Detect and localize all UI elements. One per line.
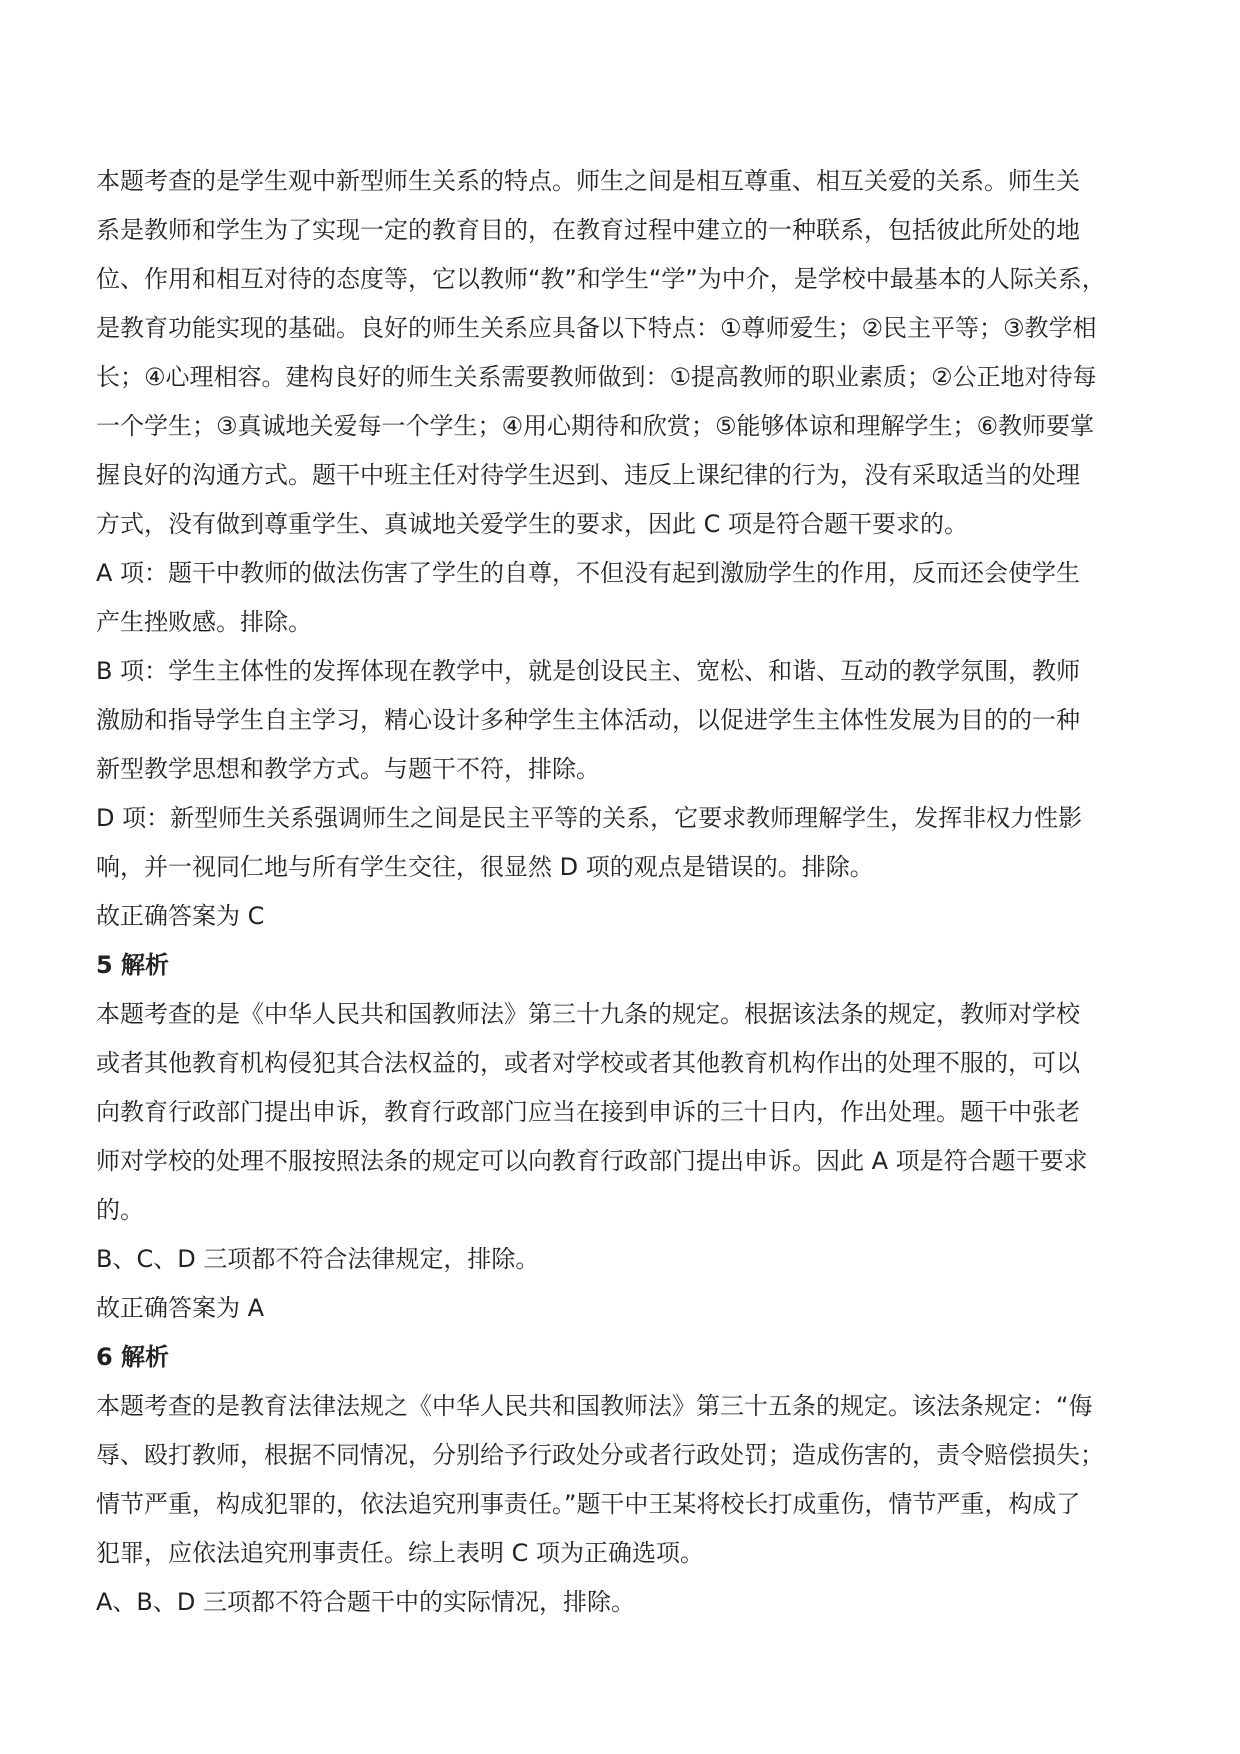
text-line: 本题考查的是学生观中新型师生关系的特点。师生之间是相互尊重、相互关爱的关系。师生关 xyxy=(96,167,1080,195)
text-line: 产生挫败感。排除。 xyxy=(96,608,312,636)
text-line: D 项：新型师生关系强调师生之间是民主平等的关系，它要求教师理解学生，发挥非权力性影 xyxy=(96,804,1083,832)
text-line: 响，并一视同仁地与所有学生交往，很显然 D 项的观点是错误的。排除。 xyxy=(96,853,874,881)
section-5-answer: 故正确答案为 A xyxy=(96,1294,265,1322)
text-line: 本题考查的是教育法律法规之《中华人民共和国教师法》第三十五条的规定。该法条规定：“侮 xyxy=(96,1392,1093,1420)
text-line: 情节严重，构成犯罪的，依法追究刑事责任。”题干中王某将校长打成重伤，情节严重，构成了 xyxy=(96,1490,1081,1518)
text-line: A 项：题干中教师的做法伤害了学生的自尊，不但没有起到激励学生的作用，反而还会使学生 xyxy=(96,559,1081,587)
section-4-analysis xyxy=(96,157,1146,549)
text-line: 长；④心理相容。建构良好的师生关系需要教师做到：①提高教师的职业素质；②公正地对待每 xyxy=(96,363,1097,391)
text-line: 一个学生；③真诚地关爱每一个学生；④用心期待和欣赏；⑤能够体谅和理解学生；⑥教师要掌 xyxy=(96,412,1095,440)
text-line: 本题考查的是《中华人民共和国教师法》第三十九条的规定。根据该法条的规定，教师对学校 xyxy=(96,1000,1080,1028)
text-line: 犯罪，应依法追究刑事责任。综上表明 C 项为正确选项。 xyxy=(96,1539,705,1567)
text-line: 位、作用和相互对待的态度等，它以教师“教”和学生“学”为中介，是学校中最基本的人际关系， xyxy=(96,265,1106,293)
section-4-option-b xyxy=(96,647,1146,794)
text-line: 方式，没有做到尊重学生、真诚地关爱学生的要求，因此 C 项是符合题干要求的。 xyxy=(96,510,969,538)
section-6-others: A、B、D 三项都不符合题干中的实际情况，排除。 xyxy=(96,1588,635,1616)
section-5-analysis xyxy=(96,990,1146,1235)
section-5-others: B、C、D 三项都不符合法律规定，排除。 xyxy=(96,1245,540,1273)
section-6-heading: 6 解析 xyxy=(96,1343,170,1371)
section-4-option-a xyxy=(96,549,1146,647)
text-line: 辱、殴打教师，根据不同情况，分别给予行政处分或者行政处罚；造成伤害的，责令赔偿损失； xyxy=(96,1441,1104,1469)
text-line: 系是教师和学生为了实现一定的教育目的，在教育过程中建立的一种联系，包括彼此所处的地 xyxy=(96,216,1080,244)
section-5-heading: 5 解析 xyxy=(96,951,170,979)
document-page xyxy=(96,157,1146,1627)
section-6-analysis xyxy=(96,1382,1146,1578)
section-4-answer: 故正确答案为 C xyxy=(96,902,265,930)
text-line: 握良好的沟通方式。题干中班主任对待学生迟到、违反上课纪律的行为，没有采取适当的处理 xyxy=(96,461,1080,489)
text-line: 师对学校的处理不服按照法条的规定可以向教育行政部门提出申诉。因此 A 项是符合题干要求 xyxy=(96,1147,1088,1175)
section-4-option-d xyxy=(96,794,1146,892)
text-line: 的。 xyxy=(96,1196,144,1224)
text-line: 向教育行政部门提出申诉，教育行政部门应当在接到申诉的三十日内，作出处理。题干中张老 xyxy=(96,1098,1080,1126)
text-line: 或者其他教育机构侵犯其合法权益的，或者对学校或者其他教育机构作出的处理不服的，可以 xyxy=(96,1049,1080,1077)
text-line: B 项：学生主体性的发挥体现在教学中，就是创设民主、宽松、和谐、互动的教学氛围，教师 xyxy=(96,657,1081,685)
text-line: 新型教学思想和教学方式。与题干不符，排除。 xyxy=(96,755,600,783)
text-line: 激励和指导学生自主学习，精心设计多种学生主体活动，以促进学生主体性发展为目的的一种 xyxy=(96,706,1080,734)
text-line: 是教育功能实现的基础。良好的师生关系应具备以下特点：①尊师爱生；②民主平等；③教学相 xyxy=(96,314,1097,342)
